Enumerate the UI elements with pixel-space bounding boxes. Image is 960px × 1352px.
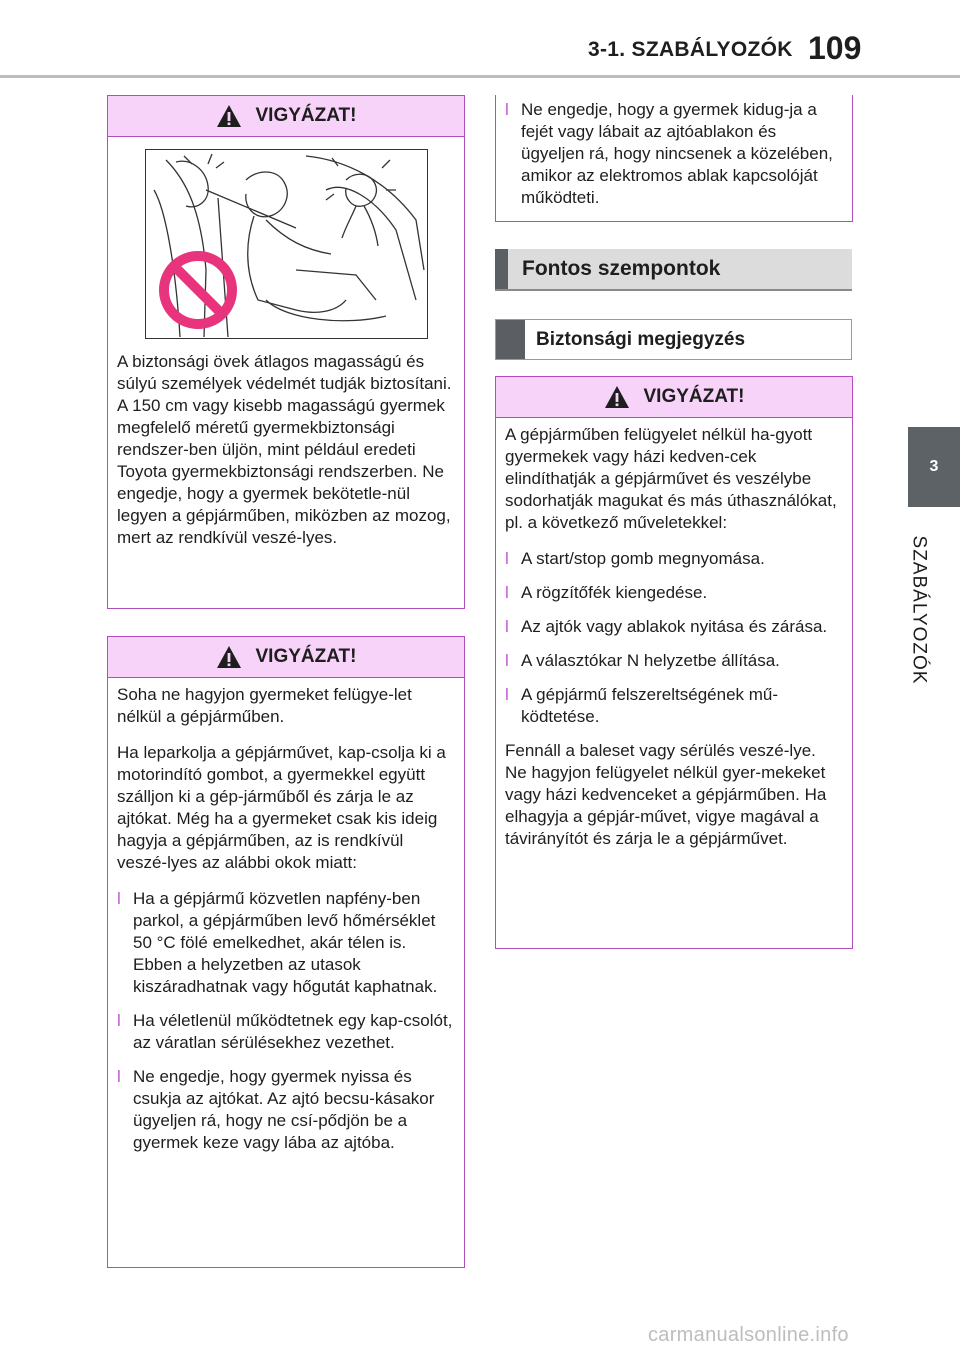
list-item — [117, 1010, 454, 1054]
list-item — [117, 1066, 454, 1154]
section-heading — [495, 249, 852, 291]
warning-header — [496, 377, 852, 418]
prohibition-icon — [164, 256, 232, 324]
warning-triangle-icon — [604, 385, 630, 409]
list-item-text: A választókar N helyzetbe állítása. — [521, 651, 780, 670]
warning-box-continued — [495, 95, 853, 222]
page-number: 109 — [808, 30, 862, 66]
warning-box-unattended-child — [107, 636, 465, 1268]
bullet-marker: l — [505, 651, 509, 670]
subsection-heading — [495, 319, 852, 360]
warning-box-safety-note — [495, 376, 853, 949]
header-rule — [0, 75, 960, 78]
section-heading-text: Fontos szempontok — [522, 257, 721, 280]
list-item — [505, 684, 842, 728]
list-item-text: Az ajtók vagy ablakok nyitása és zárása. — [521, 617, 828, 636]
paragraph: Ha leparkolja a gépjárművet, kap-csolja ki a motorindító gombot, a gyermekkel együtt szálljon ki a gép-járműből és zárja le az ajtókat. Még ha a gyermeket csak kis ideig hagyja a gépjárműben, az is rendkívül veszé-lyes az alábbi okok miatt: — [117, 743, 446, 872]
illustration-child-unbelted — [145, 149, 428, 339]
list-item — [505, 650, 842, 672]
bullet-marker: l — [505, 100, 509, 119]
list-item — [505, 582, 842, 604]
warning-text: A biztonsági övek átlagos magasságú és súlyú személyek védelmét tudják biztosítani. A 150 cm vagy kisebb magasságú gyermek megfelelő méretű gyermekbiztonsági rendszer-ben üljön, mint például eredeti Toyota gyermekbiztonsági rendszerben. Ne engedje, hogy a gyermek bekötetle-nül legyen a gépjárműben, miközben az mozog, mert az rendkívül veszé-lyes. — [117, 352, 452, 547]
warning-title: VIGYÁZAT! — [255, 646, 357, 667]
list-item-text: Ha a gépjármű közvetlen napfény-ben parkol, a gépjárműben levő hőmérséklet 50 °C fölé emelkedhet, akár télen is. Ebben a helyzetben az utasok kiszáradhatnak vagy hőgutát kaphatnak. — [133, 889, 438, 996]
warning-header — [108, 637, 464, 678]
bullet-marker: l — [117, 1011, 121, 1030]
warning-triangle-icon — [216, 645, 242, 669]
warning-header — [108, 96, 464, 137]
list-item — [505, 616, 842, 638]
warning-title: VIGYÁZAT! — [255, 105, 357, 126]
paragraph: A gépjárműben felügyelet nélkül ha-gyott gyermekek vagy házi kedven-cek elindíthatják a gépjárművet és veszélybe sodorhatják magukat és más úthasználókat, pl. a következő műveletekkel: — [505, 425, 837, 532]
list-item — [505, 99, 842, 209]
heading-strip — [495, 249, 508, 289]
paragraph: Soha ne hagyjon gyermeket felügye-let nélkül a gépjárműben. — [117, 685, 412, 726]
warning-triangle-icon — [216, 104, 242, 128]
bullet-marker: l — [117, 1067, 121, 1086]
bullet-marker: l — [505, 685, 509, 704]
bullet-marker: l — [505, 549, 509, 568]
bullet-marker: l — [505, 583, 509, 602]
list-item-text: A rögzítőfék kiengedése. — [521, 583, 708, 602]
chapter-number: 3 — [929, 458, 939, 475]
list-item-text: Ha véletlenül működtetnek egy kap-csolót, az váratlan sérülésekhez vezethet. — [133, 1011, 453, 1052]
paragraph: Fennáll a baleset vagy sérülés veszé-lye. Ne hagyjon felügyelet nélkül gyer-mekeket vagy házi kedvenceket a gépjárműben. Ha elhagyja a gépjár-művet, vigye magával a távirányítót és zárja le a gépjárművet. — [505, 741, 827, 848]
chapter-tab — [908, 427, 960, 507]
list-item-text: A start/stop gomb megnyomása. — [521, 549, 765, 568]
watermark: carmanualsonline.info — [648, 1324, 849, 1346]
list-item-text: Ne engedje, hogy a gyermek kidug-ja a fejét vagy lábait az ajtóablakon és ügyeljen rá, hogy nincsenek a közelében, amikor az elektromos ablak kapcsolóját működteti. — [521, 100, 833, 207]
warning-title: VIGYÁZAT! — [643, 386, 745, 407]
list-item-text: A gépjármű felszereltségének mű-ködtetése. — [521, 685, 779, 726]
heading-strip — [496, 320, 525, 359]
bullet-marker: l — [505, 617, 509, 636]
running-header-section: 3-1. SZABÁLYOZÓK — [588, 38, 793, 61]
subsection-heading-text: Biztonsági megjegyzés — [536, 328, 746, 350]
bullet-marker: l — [117, 889, 121, 908]
list-item-text: Ne engedje, hogy gyermek nyissa és csukja az ajtókat. Az ajtó becsu-kásakor ügyeljen rá, hogy ne csí-pődjön be a gyermek keze vagy lába az ajtóba. — [133, 1067, 435, 1152]
child-in-car-illustration — [146, 150, 426, 337]
chapter-label — [896, 525, 940, 695]
list-item — [117, 888, 454, 998]
chapter-label-text: SZABÁLYOZÓK — [908, 535, 929, 685]
warning-box-seatbelt — [107, 95, 465, 609]
list-item — [505, 548, 842, 570]
